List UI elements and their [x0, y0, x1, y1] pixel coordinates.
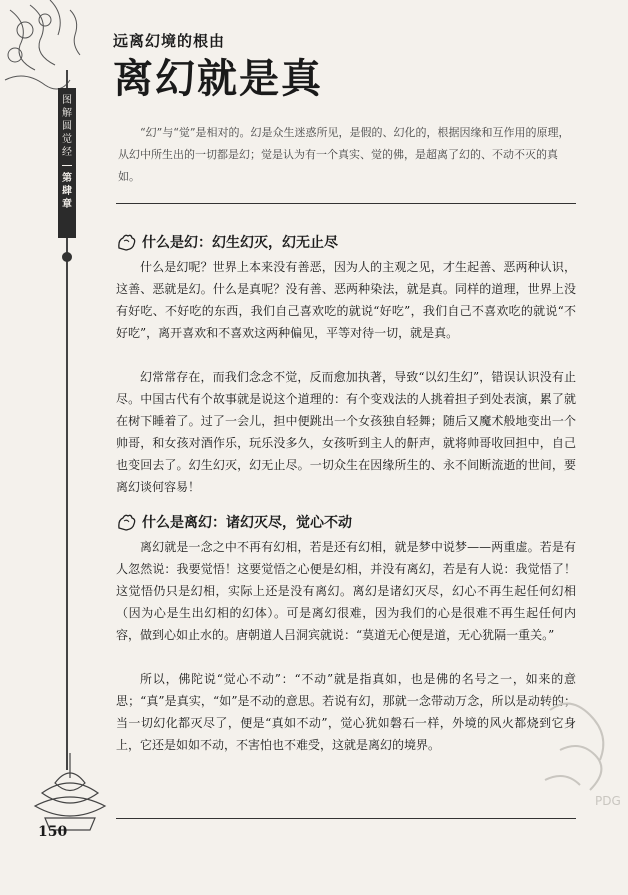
intro-paragraph: “幻”与“觉”是相对的。幻是众生迷惑所见，是假的、幻化的，根据因缘和互作用的原理，从幻中所生出的一切都是幻；觉是认为有一个真实、觉的佛，是超离了幻的、不动不灭的真如。	[118, 126, 570, 183]
chapter-tab	[58, 88, 76, 238]
paragraph: 所以，佛陀说“觉心不动”：“不动”就是指真如，也是佛的名号之一，如来的意思；“真”是真实，“如”是不动的意思。若说有幻，那就一念带动万念，所以是动转的；当一切幻化都灭尽了，便是“真如不动”，觉心犹如磐石一样，外境的风火都烧到它身上，它还是如如不动，不害怕也不难受，这就是离幻的境界。	[116, 672, 576, 752]
section-subtitle: 远离幻境的根由	[113, 32, 226, 50]
paragraph: 离幻就是一念之中不再有幻相，若是还有幻相，就是梦中说梦——两重虚。若是有人忽然说：我要觉悟！这要觉悟之心便是幻相，并没有离幻，若是有人说：我觉悟了！这觉悟仍只是幻相，实际上还是没有离幻。离幻是诸幻灭尽，幻心不再生起任何幻相（因为心是生出幻相的幻体）。可是离幻很难，因为我们的心是很难不再生起任何内容，做到心如止水的。唐朝道人吕洞宾就说：“莫道无心便是道，无心犹隔一重关。”	[116, 540, 576, 642]
chapter-name: 第肆章	[62, 173, 72, 210]
top-rule	[116, 203, 576, 204]
svg-text:PDG: PDG	[595, 794, 621, 808]
page-title: 离幻就是真	[113, 55, 323, 102]
paragraph: 幻常常存在，而我们念念不觉，反而愈加执著，导致“以幻生幻”，错误认识没有止尽。中国古代有个故事就是说这个道理的：有个变戏法的人挑着担子到处表演，累了就在树下睡着了。过了一会儿，担中便跳出一个女孩独自轻舞；随后又魔术般地变出一个帅哥，和女孩对酒作乐，玩乐没多久，女孩听到主人的鼾声，就将帅哥收回担中，自己也变回去了。幻生幻灭，幻无止尽。一切众生在因缘所生的、永不间断流逝的世间，要离幻谈何容易！	[116, 370, 576, 494]
heading-text: 什么是幻：幻生幻灭，幻无止尽	[142, 235, 338, 251]
book-name: 图解圆觉经	[62, 95, 72, 158]
page-number: 150	[38, 824, 68, 840]
side-dot	[62, 252, 72, 262]
watermark-logo	[540, 690, 628, 820]
hand-icon	[116, 232, 138, 252]
bottom-rule	[116, 818, 576, 819]
section-heading-1	[116, 232, 338, 252]
hand-icon	[116, 512, 138, 532]
paragraph: 什么是幻呢？世界上本来没有善恶，因为人的主观之见，才生起善、恶两种认识，这善、恶就是幻。什么是真呢？没有善、恶两种染法，就是真。同样的道理，世界上没有好吃、不好吃的东西，我们自己喜欢吃的就说“好吃”，我们自己不喜欢吃的就说“不好吃”，离开喜欢和不喜欢这两种偏见，平等对待一切，就是真。	[116, 260, 576, 340]
heading-text: 什么是离幻：诸幻灭尽，觉心不动	[142, 515, 352, 531]
section-heading-2	[116, 512, 352, 532]
